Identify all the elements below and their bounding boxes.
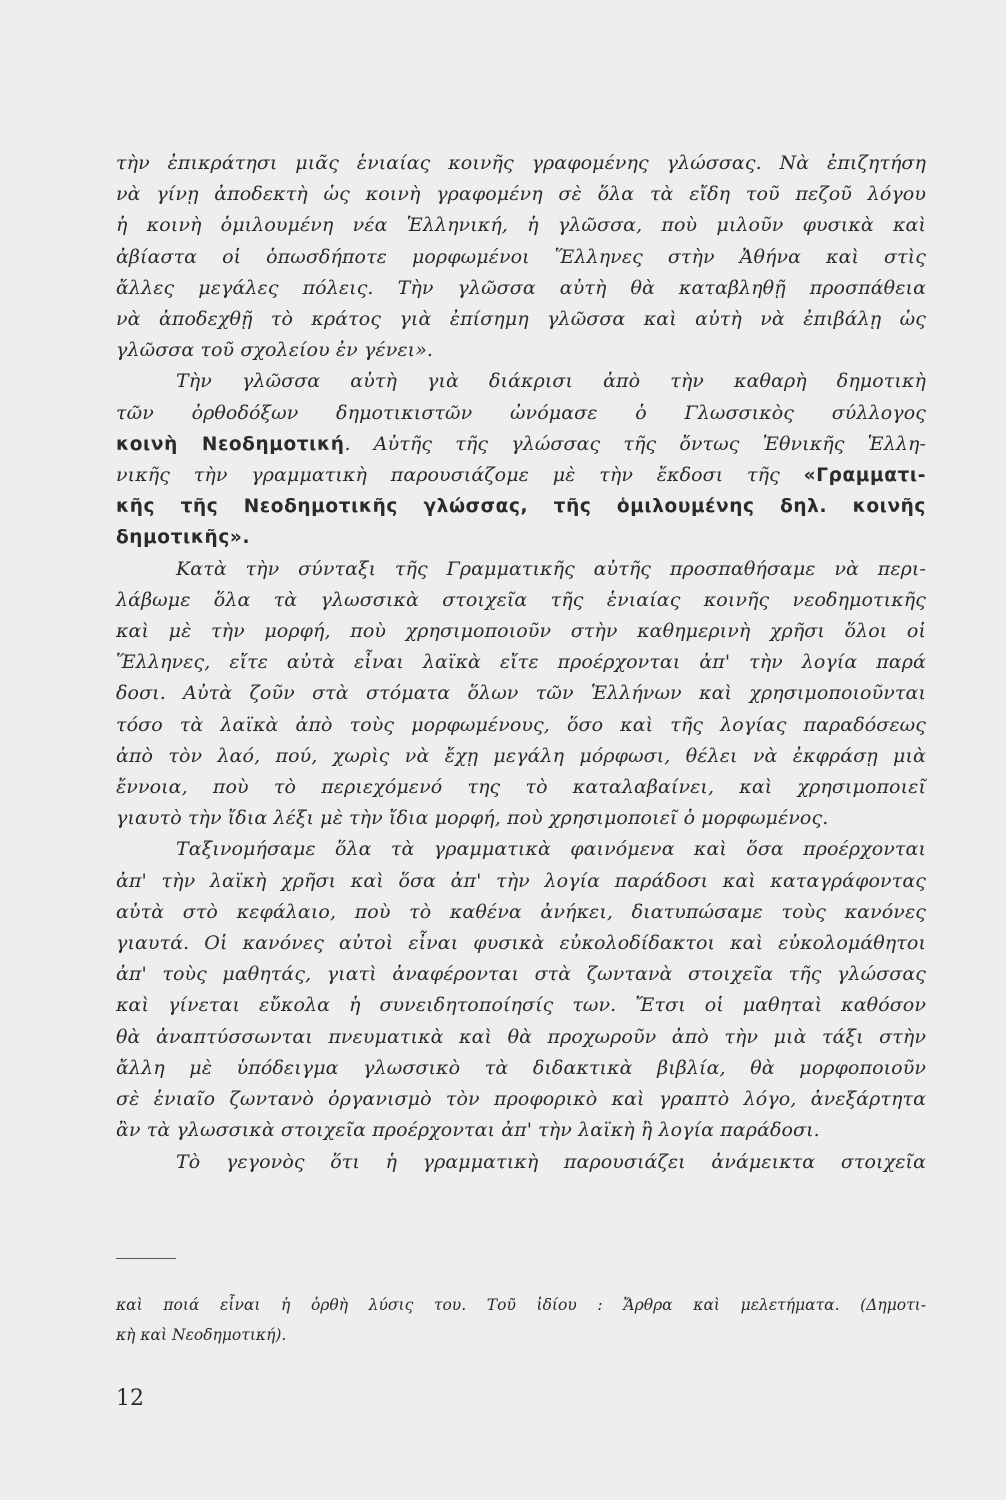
text-line [116,429,926,460]
footnote-rule [116,1258,176,1259]
text-line [116,304,926,335]
paragraph [116,834,926,1146]
text-run: ἀπὸ τὸν λαό, πού, χωρὶς νὰ ἔχῃ μεγάλη μόρφωσι, θέλει νὰ ἐκφράσῃ μιὰ [116,744,926,767]
bold-text-run: δημοτικῆς». [116,527,251,549]
text-line [116,990,926,1021]
page-number: 12 [116,1386,144,1411]
paragraph [116,1147,926,1178]
text-run: αὐτὰ στὸ κεφάλαιο, ποὺ τὸ καθένα ἀνήκει, διατυπώσαμε τοὺς κανόνες [116,900,926,923]
text-line [116,1022,926,1053]
text-run: γιαυτά. Οἱ κανόνες αὐτοὶ εἶναι φυσικὰ εὐκολοδίδακτοι καὶ εὐκολομάθητοι [116,932,926,955]
text-run: λάβωμε ὅλα τὰ γλωσσικὰ στοιχεῖα τῆς ἑνιαίας κοινῆς νεοδημοτικῆς [116,588,926,611]
bold-text-run: κῆς τῆς Νεοδημοτικῆς γλώσσας, τῆς ὁμιλουμένης δηλ. κοινῆς [116,496,926,518]
text-run: . Αὐτῆς τῆς γλώσσας τῆς ὄντως Ἐθνικῆς Ἑλλη- [344,432,927,455]
bold-text-run: «Γραμματι- [803,465,926,487]
text-line [116,959,926,990]
text-line [116,1320,926,1350]
text-run: γιαυτὸ τὴν ἴδια λέξι μὲ τὴν ἴδια μορφή, ποὺ χρησιμοποιεῖ ὁ μορφωμένος. [116,807,829,830]
text-run: τόσο τὰ λαϊκὰ ἀπὸ τοὺς μορφωμένους, ὅσο καὶ τῆς λογίας παραδόσεως [116,713,926,736]
text-line [116,928,926,959]
text-line [116,210,926,241]
text-line [116,741,926,772]
text-run: δοσι. Αὐτὰ ζοῦν στὰ στόματα ὅλων τῶν Ἑλλήνων καὶ χρησιμοποιοῦνται [116,682,926,705]
text-line [116,834,926,865]
paragraph [116,148,926,366]
text-run: θὰ ἀναπτύσσωνται πνευματικὰ καὶ θὰ προχωροῦν ἀπὸ τὴν μιὰ τάξι στὴν [116,1025,926,1048]
text-line [116,242,926,273]
text-run: κὴ καὶ Νεοδημοτική). [116,1326,287,1344]
text-run: ἡ κοινὴ ὁμιλουμένη νέα Ἑλληνική, ἡ γλῶσσα, ποὺ μιλοῦν φυσικὰ καὶ [116,214,926,237]
text-line [116,1084,926,1115]
text-run: ἄλλες μεγάλες πόλεις. Τὴν γλῶσσα αὐτὴ θὰ καταβληθῇ προσπάθεια [116,276,926,299]
text-run: Ταξινομήσαμε ὅλα τὰ γραμματικὰ φαινόμενα καὶ ὅσα προέρχονται [176,838,926,861]
text-run: νικῆς τὴν γραμματικὴ παρουσιάζομε μὲ τὴν ἔκδοσι τῆς [116,464,804,487]
text-line [116,554,926,585]
text-line [116,148,926,179]
main-text [116,148,926,1178]
text-line [116,710,926,741]
text-run: Ἕλληνες, εἴτε αὐτὰ εἶναι λαϊκὰ εἴτε προέρχονται ἀπ' τὴν λογία παρά [116,651,926,674]
text-line [116,585,926,616]
text-run: ἀβίαστα οἱ ὁπωσδήποτε μορφωμένοι Ἕλληνες στὴν Ἀθήνα καὶ στὶς [116,245,926,268]
text-line [116,1147,926,1178]
text-line [116,460,926,491]
footnote [116,1290,926,1350]
text-run: νὰ γίνῃ ἀποδεκτὴ ὡς κοινὴ γραφομένη σὲ ὅλα τὰ εἴδη τοῦ πεζοῦ λόγου [116,183,926,206]
text-run: ἀπ' τοὺς μαθητάς, γιατὶ ἀναφέρονται στὰ ζωντανὰ στοιχεῖα τῆς γλώσσας [116,963,926,986]
text-line [116,1053,926,1084]
text-line [116,616,926,647]
bold-text-run: κοινὴ Νεοδημοτική [116,433,345,455]
text-line [116,522,926,553]
text-line [116,1115,926,1146]
text-run: Κατὰ τὴν σύνταξι τῆς Γραμματικῆς αὐτῆς προσπαθήσαμε νὰ περι- [176,557,926,580]
text-run: ἀπ' τὴν λαϊκὴ χρῆσι καὶ ὅσα ἀπ' τὴν λογία παράδοσι καὶ καταγράφοντας [116,869,926,892]
text-line [116,897,926,928]
text-run: Τὴν γλῶσσα αὐτὴ γιὰ διάκρισι ἀπὸ τὴν καθαρὴ δημοτικὴ [176,370,926,393]
text-line [116,647,926,678]
text-run: καὶ ποιά εἶναι ἡ ὀρθὴ λύσις του. Τοῦ ἰδίου : Ἄρθρα καὶ μελετήματα. (Δημοτι- [116,1296,926,1314]
text-run: σὲ ἑνιαῖο ζωντανὸ ὀργανισμὸ τὸν προφορικὸ καὶ γραπτὸ λόγο, ἀνεξάρτητα [116,1088,926,1111]
text-run: ἔννοια, ποὺ τὸ περιεχόμενό της τὸ καταλαβαίνει, καὶ χρησιμοποιεῖ [116,776,926,799]
text-run: γλῶσσα τοῦ σχολείου ἐν γένει». [116,339,434,362]
text-line [116,1290,926,1320]
text-run: Τὸ γεγονὸς ὅτι ἡ γραμματικὴ παρουσιάζει ἀνάμεικτα στοιχεῖα [176,1150,926,1173]
text-line [116,866,926,897]
text-run: τῶν ὀρθοδόξων δημοτικιστῶν ὠνόμασε ὁ Γλωσσικὸς σύλλογος [116,401,926,424]
text-run: ἄλλη μὲ ὑπόδειγμα γλωσσικὸ τὰ διδακτικὰ βιβλία, θὰ μορφοποιοῦν [116,1056,926,1079]
text-line [116,179,926,210]
text-line [116,772,926,803]
text-run: καὶ γίνεται εὔκολα ἡ συνειδητοποίησίς των. Ἔτσι οἱ μαθηταὶ καθόσον [116,994,926,1017]
text-line [116,803,926,834]
text-run: νὰ ἀποδεχθῇ τὸ κράτος γιὰ ἐπίσημη γλῶσσα καὶ αὐτὴ νὰ ἐπιβάλῃ ὡς [116,308,926,331]
text-line [116,273,926,304]
text-run: τὴν ἐπικράτησι μιᾶς ἑνιαίας κοινῆς γραφομένης γλώσσας. Νὰ ἐπιζητήση [116,152,926,174]
text-line [116,491,926,522]
text-run: ἂν τὰ γλωσσικὰ στοιχεῖα προέρχονται ἀπ' τὴν λαϊκὴ ἢ λογία παράδοσι. [116,1119,820,1142]
text-line [116,366,926,397]
paragraph [116,554,926,835]
text-run: καὶ μὲ τὴν μορφή, ποὺ χρησιμοποιοῦν στὴν καθημερινὴ χρῆσι ὅλοι οἱ [116,620,926,643]
paragraph [116,366,926,553]
text-line [116,678,926,709]
text-line [116,398,926,429]
text-line [116,335,926,366]
